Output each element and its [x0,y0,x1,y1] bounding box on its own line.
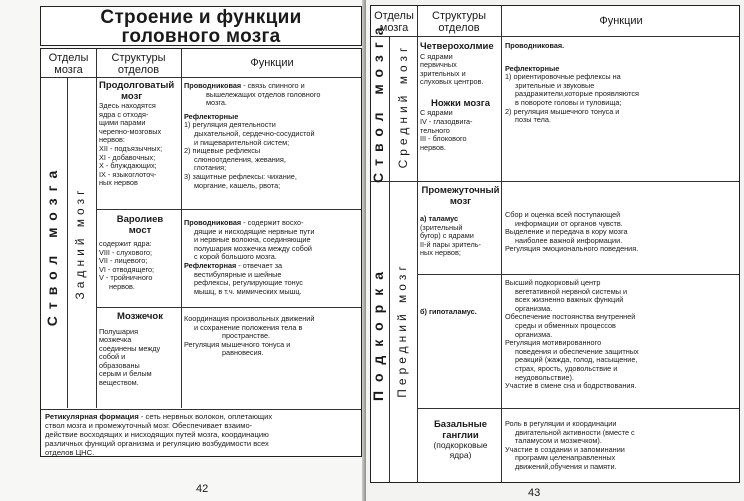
thalamus-line: ных нервов; [420,248,461,258]
hypothalamus-f-line: вегетативной нервной системы и [515,286,628,296]
medulla-functions [184,82,362,209]
pons-line: содержит ядра: [99,239,152,248]
header-structures-line-2: отделов [438,22,480,34]
hypothalamus-f-line: всех жизненно важных функций [515,295,624,305]
pons-line: VIII - слухового; [99,247,153,257]
vertical-label-forebrain: Передний мозг [395,262,409,398]
thalamus-line: (зрительный [420,222,463,232]
page-title-line-2: головного мозга [121,26,281,47]
medulla-f-line: 1) регуляция деятельности [184,120,276,130]
pons-f-line: с корой большого мозга. [194,252,277,262]
medulla-f-line: мозга. [206,98,227,108]
basal-ganglia-name-1: Базальные [433,420,488,430]
diencephalon-structure [420,186,501,406]
medulla-name-1: Продолговатый [99,81,175,91]
cerebellum-f-line: Регуляция мышечного тонуса и [184,339,291,349]
thalamus-f-line: Сбор и оценка всей поступающей [505,211,621,219]
peduncles-line: IV - глазодвига- [420,116,473,126]
hypothalamus-f-line: реакций (жажда, голод, насыщение, [515,355,638,365]
pons-f-line: вестибулярные и шейные [194,269,282,279]
quadrigemina-line: С ядрами [420,51,453,61]
header-otdely-line-1: Отделы [48,52,89,64]
reticular-line: ствол мозга и промежуточный мозг. Обеспечивает взаимо- [45,421,253,430]
midbrain-functions [505,42,739,180]
thalamus-functions [505,211,739,273]
medulla-line: нервов: [99,135,125,145]
medulla-line: щими парами [99,118,146,128]
header-functions: Функции [250,57,294,69]
hypothalamus-f-line: Участие в смене сна и бодрствования. [505,381,637,391]
cerebellum-line: собой и [99,352,126,362]
medulla-line: ных нервов [99,178,138,188]
thalamus-f-line: информации от органов чувств. [515,218,623,228]
medulla-f-title-2: Рефлекторные [184,111,239,121]
quadrigemina-line: слуховых центров. [420,77,484,87]
header-structures [96,52,181,76]
medulla-f-line: слюноотделения, жевания, [194,154,286,164]
medulla-line: XII - подъязычных; [99,143,163,153]
medulla-line: IX - языкоглоточ- [99,169,157,179]
cerebellum-structure [99,312,181,409]
cerebellum-line: мозжечка [99,335,132,345]
page-number-left: 42 [196,483,209,495]
header-structures-line-1: Структуры [432,10,486,22]
pons-line: V - тройничного [99,273,153,283]
pons-f-title-rest: - содержит восхо- [241,219,304,227]
midbrain-f-line: зрительные и звуковые [515,80,595,90]
page-number-right: 43 [528,487,541,499]
cerebellum-line: образованы [99,360,140,370]
thalamus-title: а) таламус [420,214,459,223]
reticular-line: отделов ЦНС. [45,448,95,456]
diencephalon-name-1: Промежуточный [421,186,500,196]
thalamus-line: бугор) с ядрами [420,231,474,241]
pons-functions [184,219,362,307]
midbrain-f-title-2: Рефлекторные [505,63,560,73]
basal-ganglia-functions [505,420,739,482]
basal-ganglia-name-2: ганглии [442,429,479,441]
right-page [366,0,744,501]
hypothalamus-f-line: среды и обменных процессов [515,320,616,330]
cerebellum-line: веществом. [99,378,139,388]
quadrigemina-line: зрительных и [420,68,466,78]
medulla-f-line: 2) пищевые рефлексы [184,146,261,156]
medulla-line: ядра с отходя- [99,109,149,119]
medulla-f-title: Проводниковая [184,82,242,90]
basal-f-line: Участие в создании и запоминании [505,444,625,454]
thalamus-f-line: наиболее важной информации. [515,235,623,245]
basal-f-line: таламусом и мозжечком). [515,436,602,446]
medulla-f-line: дыхательной, сердечно-сосудистой [194,128,315,138]
medulla-f-title-rest: - связь спинного и [241,82,305,90]
vertical-label-hindbrain: Задний мозг [73,186,87,300]
hypothalamus-f-line: Высший подкорковый центр [505,279,601,287]
midbrain-f-line: 2) регуляция мышечного тонуса и [505,106,620,116]
cerebellum-name: Мозжечок [117,312,163,322]
midbrain-f-line: 1) ориентировочные рефлексы на [505,72,621,82]
header-otdely-line-1: Отделы [374,10,414,22]
basal-ganglia-sub-2: ядра) [449,449,472,460]
medulla-line: Здесь находятся [99,101,156,110]
pons-f-title: Проводниковая [184,219,242,227]
medulla-line: черепно-мозговых [99,126,162,136]
medulla-structure [99,81,181,209]
vertical-label-subcortex: Подкорка [370,262,386,402]
basal-f-line: двигательной активности (вместе с [515,427,635,437]
hypothalamus-f-line: организма. [515,329,553,339]
pons-name-1: Варолиев [116,215,164,225]
hypothalamus-f-line: страх, ярость, удовольствие и [515,363,618,373]
thalamus-f-line: Регуляция эмоционального поведения. [505,244,639,254]
reticular-line: действие восходящих и нисходящих путей мозга, координацию [45,430,269,439]
cerebellum-line: Полушария [99,326,139,336]
diencephalon-name-2: мозг [449,195,472,207]
vertical-label-brainstem: Ствол мозга [370,20,386,183]
thalamus-f-line: Выделение и передача в кору мозга [505,227,628,237]
pons-f-title-2-rest: - отвечает за [236,260,283,270]
medulla-name-2: мозг [121,90,143,102]
pons-f-title-2: Рефлекторная [184,260,237,270]
header-otdely-line-2: мозга [54,64,83,76]
quadrigemina-line: первичных [420,60,457,70]
brain-table-right [370,5,740,483]
hypothalamus-functions [505,279,739,407]
hypothalamus-f-line: организма. [515,303,553,313]
thalamus-line: II-й пары зритель- [420,239,481,249]
hypothalamus-f-line: Регуляция мотивированного [505,338,602,348]
pons-f-line: мышц, в т.ч. мимических мышц. [194,286,302,296]
pons-line: VI - отводящего; [99,264,155,274]
basal-f-line: программ целенаправленных [515,453,616,463]
pons-f-line: и нервные волокна, соединяющие [194,235,311,245]
pons-f-line: дящие и нисходящие нервные пути [194,226,315,236]
cerebellum-f-line: и сохранение положения тела в [194,322,303,332]
quadrigemina-name: Четверохолмие [420,42,494,52]
medulla-line: X - блуждающих; [99,161,157,171]
left-page [0,0,366,501]
hypothalamus-f-line: поведения и обеспечение защитных [515,346,639,356]
basal-f-line: движений,обучения и памяти. [515,461,617,471]
cerebellum-f-line: равновесия. [222,348,264,358]
midbrain-f-title: Проводниковая. [505,42,565,50]
peduncles-line: нервов. [420,142,446,152]
cerebellum-f-line: пространстве. [222,331,271,341]
peduncles-line: тельного [420,125,450,135]
midbrain-f-line: раздражители,которые проявляются [515,89,639,99]
header-structures-line-1: Структуры [111,52,166,64]
page-title [40,6,362,46]
pons-f-line: рефлексы, регулирующие тонус [194,278,303,288]
pons-line: нервов. [109,281,135,291]
medulla-f-line: глотания; [194,163,227,173]
cerebellum-f-line: Координация произвольных движений [184,315,315,323]
brain-table-left [40,48,362,457]
medulla-f-line: моргание, кашель, рвота; [194,180,281,190]
header-functions: Функции [599,15,643,27]
medulla-f-line: и пищеварительной систем; [194,137,290,147]
hypothalamus-f-line: неудовольствие). [515,372,574,382]
header-structures-line-2: отделов [117,64,160,76]
header-otdely-line-2: мозга [379,22,409,34]
medulla-f-line: 3) защитные рефлексы: чихание, [184,171,297,181]
pons-f-line: полушария мозжечка между собой [194,243,312,253]
midbrain-f-line: позы тела. [515,115,551,125]
basal-ganglia-structure [420,420,501,480]
hypothalamus-f-line: Обеспечение постоянства внутренней [505,312,636,322]
midbrain-structure [420,42,501,180]
midbrain-f-line: в повороте головы и туловища; [515,97,622,107]
medulla-f-line: вышележащих отделов головного [206,89,321,99]
page-title-line-1: Строение и функции [100,7,302,28]
peduncles-line: С ядрами [420,108,453,118]
basal-ganglia-sub-1: (подкорковые [433,440,488,450]
peduncles-line: III - блокового [420,134,467,144]
pons-line: VII - лицевого; [99,256,148,266]
reticular-title: Ретикулярная формация [45,412,139,421]
vertical-label-midbrain: Средний мозг [396,43,410,169]
medulla-lines [99,102,181,188]
pons-name-2: мост [128,224,152,236]
cerebellum-line: соединены между [99,343,161,353]
pons-structure [99,215,181,307]
cerebellum-line: серым и белым [99,369,152,379]
header-structures [417,10,501,34]
reticular-title-rest: - сеть нервных волокон, оплетающих [138,412,273,421]
medulla-line: XI - добавочных; [99,152,156,162]
cerebral-peduncles-name: Ножки мозга [430,97,491,109]
hypothalamus-title: б) гипоталамус. [420,306,477,316]
cerebellum-functions [184,315,362,405]
basal-f-line: Роль в регуляции и координации [505,420,617,428]
vertical-label-brainstem: Ствол мозга [44,163,60,327]
reticular-formation [45,412,361,456]
header-otdely [41,52,96,76]
reticular-line: различных функций организма и регуляцию возбудимости всех [45,439,269,448]
